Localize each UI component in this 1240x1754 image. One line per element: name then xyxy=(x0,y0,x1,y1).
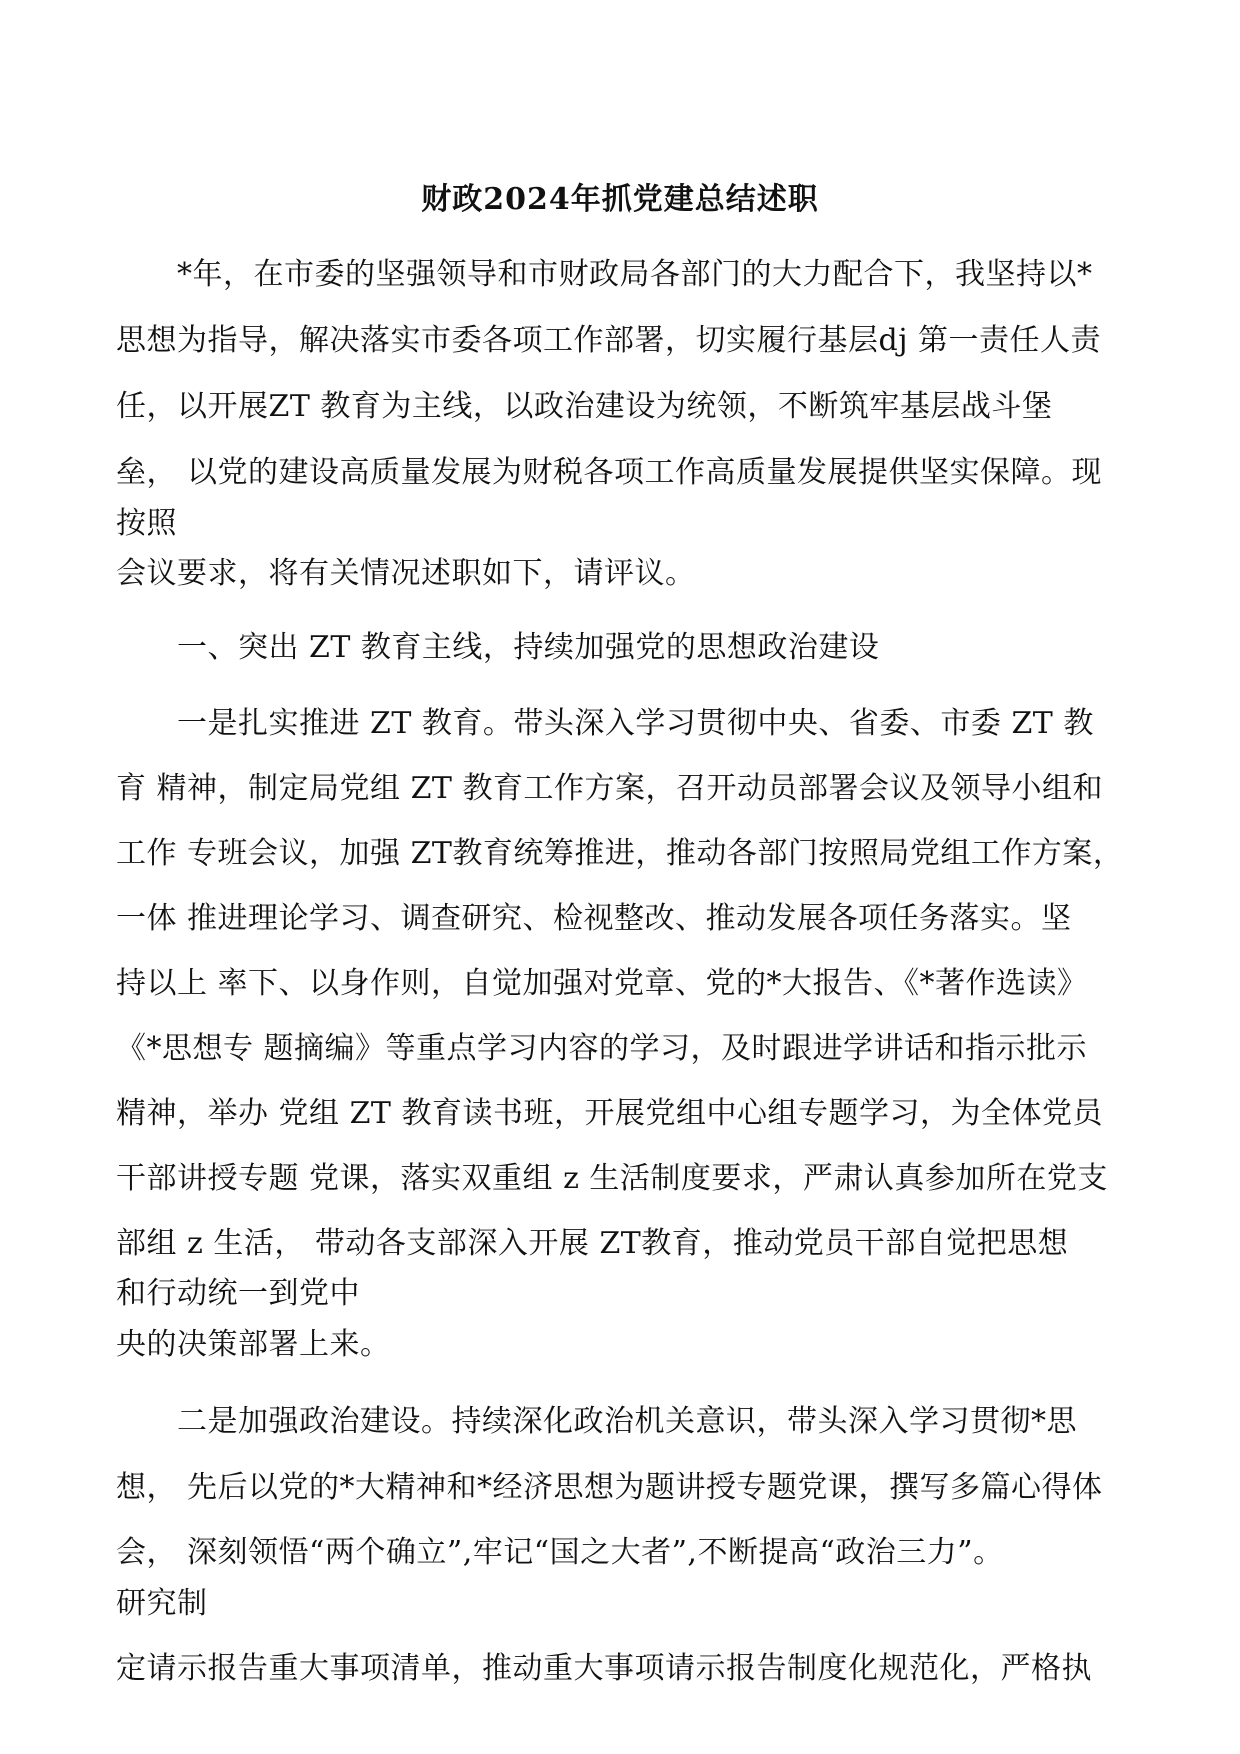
body-line: 想， 先后以党的*大精神和*经济思想为题讲授专题党课，撰写多篇心得体 xyxy=(116,1470,1103,1505)
body-line: 会议要求，将有关情况述职如下，请评议。 xyxy=(116,556,696,591)
document-title: 财政2024年抓党建总结述职 xyxy=(421,182,819,217)
body-line: 任，以开展ZT 教育为主线，以政治建设为统领，不断筑牢基层战斗堡 xyxy=(116,389,1053,424)
body-line: 按照 xyxy=(116,506,177,541)
body-line: 《*思想专 题摘编》等重点学习内容的学习，及时跟进学讲话和指示批示 xyxy=(116,1031,1088,1066)
body-line: 一体 推进理论学习、调查研究、检视整改、推动发展各项任务落实。坚 xyxy=(116,901,1072,936)
body-line: *年，在市委的坚强领导和市财政局各部门的大力配合下，我坚持以* xyxy=(116,257,1093,292)
body-line: 央的决策部署上来。 xyxy=(116,1327,391,1362)
body-line: 和行动统一到党中 xyxy=(116,1276,360,1311)
body-line: 思想为指导，解决落实市委各项工作部署，切实履行基层dj 第一责任人责 xyxy=(116,323,1102,358)
body-line: 部组 z 生活， 带动各支部深入开展 ZT教育，推动党员干部自觉把思想 xyxy=(116,1226,1069,1261)
section-heading: 一、突出 ZT 教育主线，持续加强党的思想政治建设 xyxy=(116,630,880,665)
body-line: 精神，举办 党组 ZT 教育读书班，开展党组中心组专题学习，为全体党员 xyxy=(116,1096,1103,1131)
body-line: 研究制 xyxy=(116,1586,208,1621)
body-line: 一是扎实推进 ZT 教育。带头深入学习贯彻中央、省委、市委 ZT 教 xyxy=(116,706,1094,741)
body-line: 会， 深刻领悟“两个确立”,牢记“国之大者”,不断提高“政治三力”。 xyxy=(116,1535,1004,1570)
body-line: 定请示报告重大事项清单，推动重大事项请示报告制度化规范化，严格执 xyxy=(116,1651,1092,1686)
body-line: 干部讲授专题 党课，落实双重组 z 生活制度要求，严肃认真参加所在党支 xyxy=(116,1161,1108,1196)
body-line: 持以上 率下、以身作则，自觉加强对党章、党的*大报告、《*著作选读》 xyxy=(116,966,1088,1001)
body-line: 工作 专班会议，加强 ZT教育统筹推进，推动各部门按照局党组工作方案， xyxy=(116,836,1124,871)
body-line: 二是加强政治建设。持续深化政治机关意识，带头深入学习贯彻*思 xyxy=(116,1404,1077,1439)
body-line: 垒， 以党的建设高质量发展为财税各项工作高质量发展提供坚实保障。现 xyxy=(116,455,1103,490)
body-line: 育 精神，制定局党组 ZT 教育工作方案，召开动员部署会议及领导小组和 xyxy=(116,771,1103,806)
